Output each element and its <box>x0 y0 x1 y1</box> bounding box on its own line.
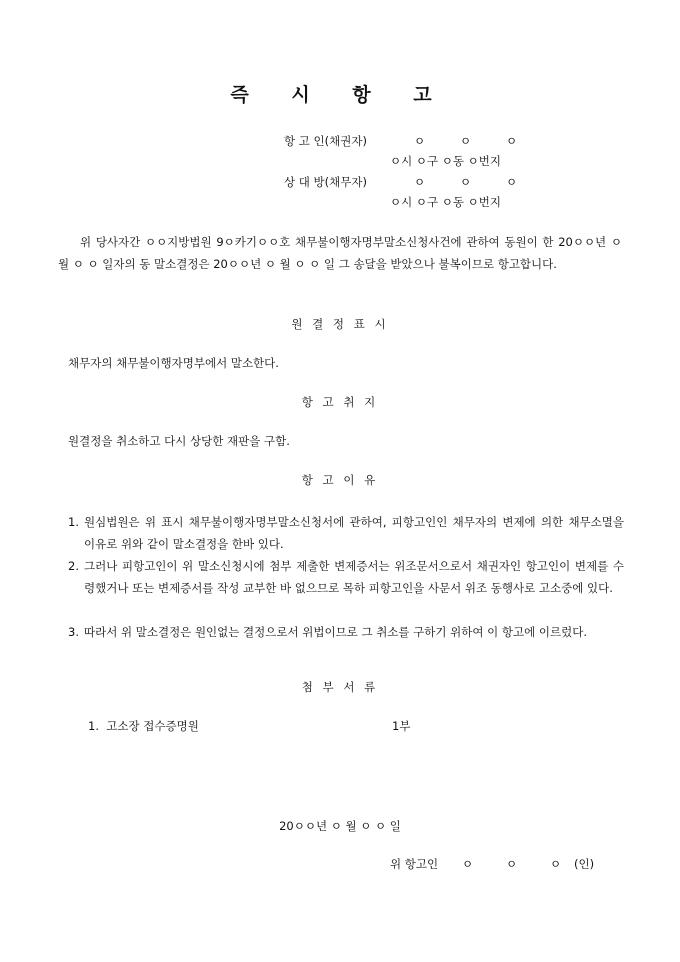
reason-item <box>68 621 624 643</box>
seal-mark: (인) <box>574 857 595 871</box>
name-mark: ㅇ <box>506 134 518 148</box>
signature-name <box>462 856 594 872</box>
reason-text: 그러나 피항고인이 위 말소신청시에 첨부 제출한 변제증서는 위조문서으로서 채권자인 항고인이 변제를 수령했거나 또는 변제증서를 작성 교부한 바 없으므로 목하 피항고인을 사문서 위조 동행사로 고소중에 있다. <box>84 559 624 595</box>
attachments-heading: 첨 부 서 류 <box>301 680 379 694</box>
reason-number: 1. <box>68 515 79 529</box>
reason-item <box>68 555 624 599</box>
name-mark: ㅇ <box>460 175 472 189</box>
intro-paragraph: 위 당사자간 ㅇㅇ지방법원 9ㅇ카기ㅇㅇ호 채무불이행자명부말소신청사건에 관하여 동원이 한 20ㅇㅇ년 ㅇ 월 ㅇ ㅇ 일자의 동 말소결정은 20ㅇㅇ년 ㅇ 월 ㅇ ㅇ 일 그 송달을 받았으나 불복이므로 항고합니다. <box>58 235 622 271</box>
reason-text: 원심법원은 위 표시 채무불이행자명부말소신청서에 관하여, 피항고인인 채무자의 변제에 의한 채무소멸을 이유로 위와 같이 말소결정을 한바 있다. <box>84 515 624 551</box>
name-mark: ㅇ <box>414 175 426 189</box>
appeal-purpose-heading: 항 고 취 지 <box>301 395 379 409</box>
reason-number: 2. <box>68 559 79 573</box>
attachment-count: 1부 <box>392 719 411 733</box>
name-mark: ㅇ <box>550 857 562 871</box>
name-mark: ㅇ <box>506 175 518 189</box>
name-mark: ㅇ <box>506 857 518 871</box>
respondent-name <box>414 174 552 190</box>
reason-number: 3. <box>68 625 79 639</box>
reason-item <box>68 511 624 555</box>
original-decision-text: 채무자의 채무불이행자명부에서 말소한다. <box>68 356 279 370</box>
original-decision-heading: 원 결 정 표 시 <box>291 317 389 331</box>
document-title: 즉 시 항 고 <box>230 84 450 106</box>
appellant-label: 항 고 인(채권자) <box>284 134 367 148</box>
document-date: 20ㅇㅇ년 ㅇ 월 ㅇ ㅇ 일 <box>279 819 401 833</box>
name-mark: ㅇ <box>460 134 472 148</box>
respondent-address: ㅇ시 ㅇ구 ㅇ동 ㅇ번지 <box>390 195 501 209</box>
signature-label: 위 항고인 <box>390 857 439 871</box>
appeal-reasons-heading: 항 고 이 유 <box>301 473 379 487</box>
appeal-purpose-text: 원결정을 취소하고 다시 상당한 재판을 구함. <box>68 434 290 448</box>
appellant-address: ㅇ시 ㅇ구 ㅇ동 ㅇ번지 <box>390 154 501 168</box>
name-mark: ㅇ <box>462 857 474 871</box>
appellant-name <box>414 133 552 149</box>
reason-text: 따라서 위 말소결정은 원인없는 결정으로서 위법이므로 그 취소를 구하기 위하여 이 항고에 이르렀다. <box>84 625 587 639</box>
attachment-label: 1. 고소장 접수증명원 <box>88 719 199 733</box>
name-mark: ㅇ <box>414 134 426 148</box>
respondent-label: 상 대 방(채무자) <box>284 175 367 189</box>
